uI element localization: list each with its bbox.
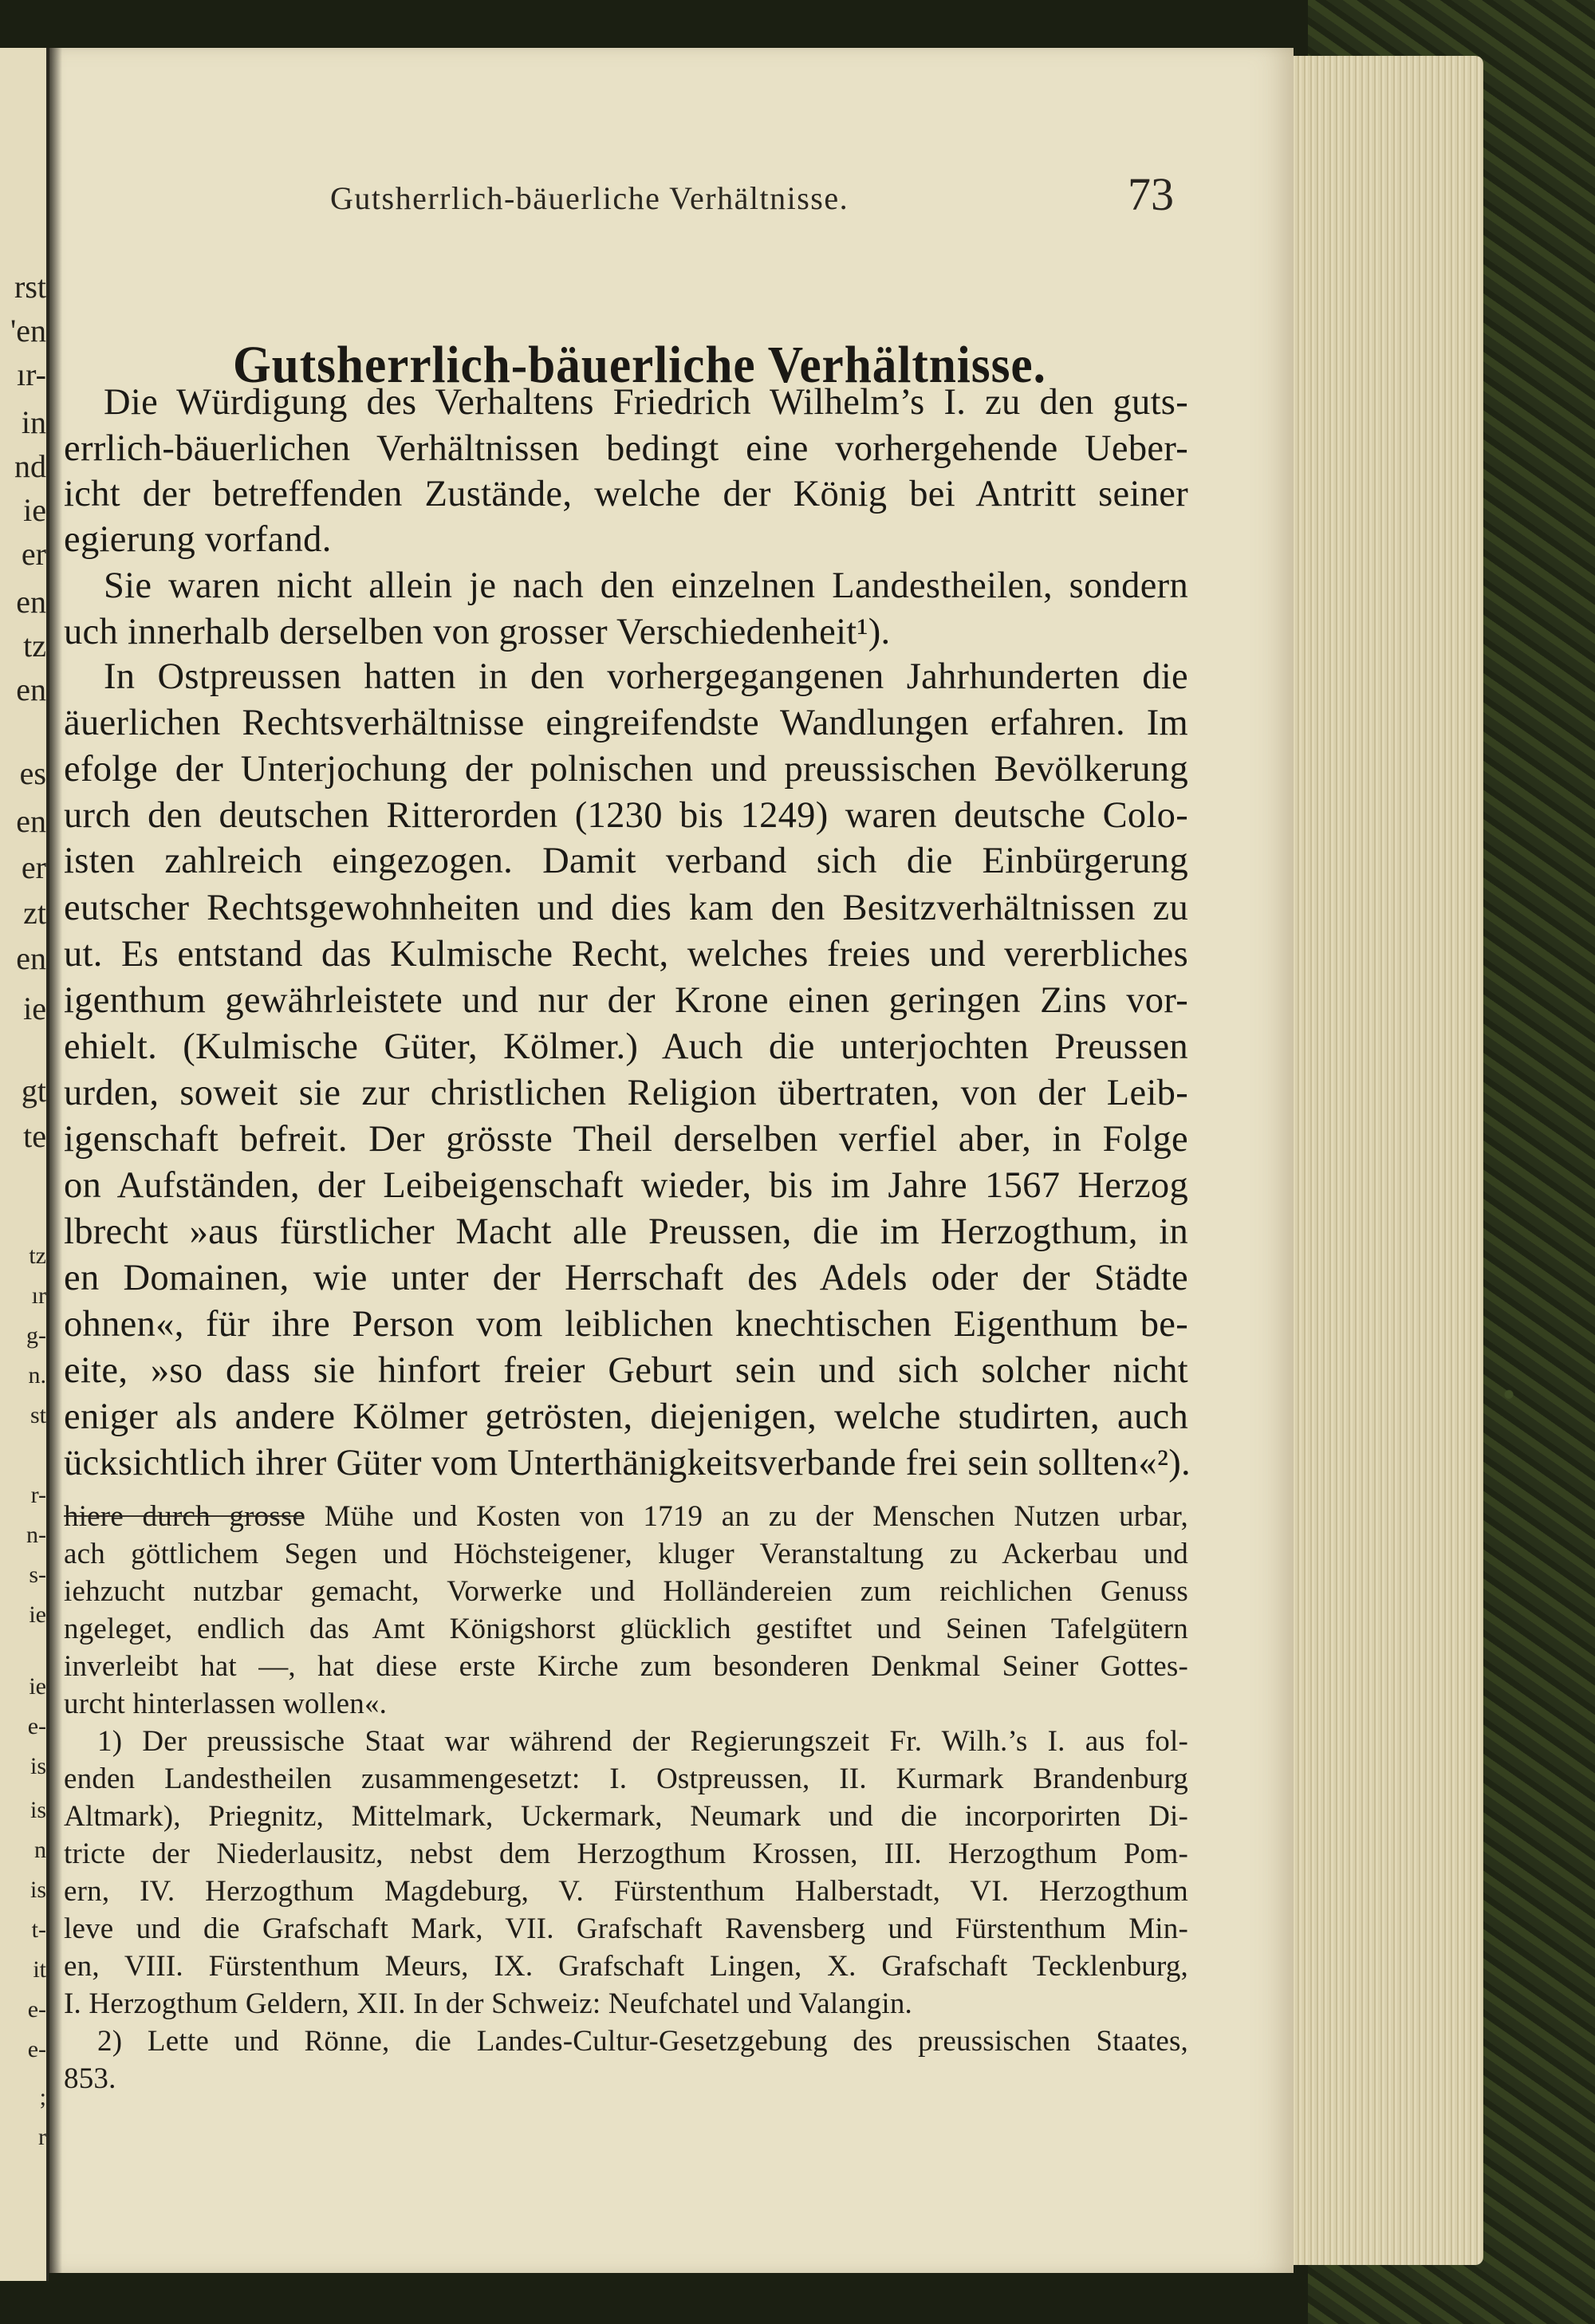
section-title: Gutsherrlich-bäuerliche Verhältnisse. xyxy=(233,336,1046,394)
left-page-fragment: n xyxy=(34,1837,46,1863)
left-page-fragment: st xyxy=(30,1402,46,1428)
footnote-line: 1) Der preussische Staat war während der Regierungszeit Fr. Wilh.’s I. aus fol- xyxy=(97,1725,1188,1758)
footnote-line: hiere durch grosse Mühe und Kosten von 1719 an zu der Menschen Nutzen urbar, xyxy=(64,1500,1188,1533)
left-page-fragment: r- xyxy=(30,1482,46,1508)
left-page-fragment: s- xyxy=(29,1562,46,1588)
body-line: In Ostpreussen hatten in den vorhergegangenen Jahrhunderten die xyxy=(104,656,1188,697)
left-page-fragment: en xyxy=(16,672,46,707)
left-page-fragment: te xyxy=(23,1118,46,1154)
body-line: urch den deutschen Ritterorden (1230 bis 1249) waren deutsche Colo- xyxy=(64,795,1188,836)
footnote-line: enden Landestheilen zusammengesetzt: I. Ostpreussen, II. Kurmark Brandenburg xyxy=(64,1763,1188,1795)
body-line: igenthum gewährleistete und nur der Krone einen geringen Zins vor- xyxy=(64,980,1188,1021)
footnote-line: 853. xyxy=(64,2062,116,2095)
body-line: egierung vorfand. xyxy=(64,519,332,560)
footnote-line: leve und die Grafschaft Mark, VII. Grafschaft Ravensberg und Fürstenthum Min- xyxy=(64,1912,1188,1945)
footnote-line: Altmark), Priegnitz, Mittelmark, Uckermark, Neumark und die incorporirten Di- xyxy=(64,1800,1188,1833)
left-page-fragment: n. xyxy=(28,1362,46,1388)
left-page-fragment: t- xyxy=(31,1916,46,1943)
left-page-fragment: r xyxy=(38,2124,46,2150)
body-line: Sie waren nicht allein je nach den einzelnen Landestheilen, sondern xyxy=(104,565,1188,606)
body-line: eite, »so dass sie hinfort freier Geburt sein und sich solcher nicht xyxy=(64,1350,1188,1391)
body-line: uch innerhalb derselben von grosser Verschiedenheit¹). xyxy=(64,612,891,652)
left-page-fragment: ; xyxy=(39,2084,46,2110)
body-line: efolge der Unterjochung der polnischen und preussischen Bevölkerung xyxy=(64,749,1188,790)
left-page-fragment: ie xyxy=(23,991,46,1026)
left-page-fragment: gt xyxy=(21,1073,46,1109)
body-line: isten zahlreich eingezogen. Damit verband sich die Einbürgerung xyxy=(64,841,1188,881)
body-line: en Domainen, wie unter der Herrschaft des Adels oder der Städte xyxy=(64,1258,1188,1298)
footnote-line: ern, IV. Herzogthum Magdeburg, V. Fürstenthum Halberstadt, VI. Herzogthum xyxy=(64,1875,1188,1908)
body-line: lbrecht »aus fürstlicher Macht alle Preussen, die im Herzogthum, in xyxy=(64,1211,1188,1252)
left-page-fragment: e- xyxy=(27,1713,46,1739)
left-page-fragment: tz xyxy=(29,1243,46,1269)
left-page-fragment: ır- xyxy=(17,356,46,392)
body-line: on Aufständen, der Leibeigenschaft wieder, bis im Jahre 1567 Herzog xyxy=(64,1165,1188,1206)
body-line: ücksichtlich ihrer Güter vom Unterthänigkeitsverbande frei sein sollten«²). xyxy=(64,1443,1191,1483)
left-page-fragment: es xyxy=(19,755,46,791)
footnote-line: 2) Lette und Rönne, die Landes-Cultur-Gesetzgebung des preussischen Staates, xyxy=(97,2025,1188,2058)
left-page-fragment: en xyxy=(16,940,46,976)
left-page-fragment: e- xyxy=(27,2036,46,2062)
running-head: Gutsherrlich-bäuerliche Verhältnisse. xyxy=(330,180,849,216)
left-page-fragment: zt xyxy=(23,895,46,931)
body-line: äuerlichen Rechtsverhältnisse eingreifendste Wandlungen erfahren. Im xyxy=(64,703,1188,743)
left-page-fragment: ie xyxy=(23,492,46,528)
left-page-fragment: ie xyxy=(29,1673,46,1700)
left-page-fragment: g- xyxy=(26,1322,46,1349)
left-page-fragment: e- xyxy=(27,1996,46,2023)
footnote-line: ach göttlichem Segen und Höchsteigener, kluger Veranstaltung zu Ackerbau und xyxy=(64,1538,1188,1570)
footnote-line: urcht hinterlassen wollen«. xyxy=(64,1688,388,1720)
left-page-fragment: it xyxy=(33,1956,46,1983)
left-page-fragment: is xyxy=(30,1877,46,1903)
left-page-fragment: tz xyxy=(23,628,46,664)
body-line: eniger als andere Kölmer getrösten, diejenigen, welche studirten, auch xyxy=(64,1396,1188,1437)
body-line: igenschaft befreit. Der grösste Theil derselben verfiel aber, in Folge xyxy=(64,1119,1188,1160)
left-page-fragment: en xyxy=(16,803,46,839)
left-page-fragment: 'en xyxy=(10,313,46,349)
left-page-fragment: ie xyxy=(29,1601,46,1628)
footnote-line: inverleibt hat —, hat diese erste Kirche zum besonderen Denkmal Seiner Gottes- xyxy=(64,1650,1188,1683)
footnote-line: I. Herzogthum Geldern, XII. In der Schweiz: Neufchatel und Valangin. xyxy=(64,1987,912,2020)
gutter-shadow xyxy=(46,48,62,2273)
book-page xyxy=(49,48,1294,2273)
previous-page-sliver xyxy=(0,48,49,2281)
footnote-line: en, VIII. Fürstenthum Meurs, IX. Grafschaft Lingen, X. Grafschaft Tecklenburg, xyxy=(64,1950,1188,1983)
body-line: urden, soweit sie zur christlichen Religion übertraten, von der Leib- xyxy=(64,1073,1188,1113)
body-line: icht der betreffenden Zustände, welche der König bei Antritt seiner xyxy=(64,474,1188,514)
left-page-fragment: nd xyxy=(14,448,46,484)
footnote-line: tricte der Niederlausitz, nebst dem Herzogthum Krossen, III. Herzogthum Pom- xyxy=(64,1838,1188,1870)
left-page-fragment: is xyxy=(30,1753,46,1779)
left-page-fragment: er xyxy=(21,536,46,572)
footnote-line: ngeleget, endlich das Amt Königshorst glücklich gestiftet und Seinen Tafelgütern xyxy=(64,1613,1188,1645)
left-page-fragment: er xyxy=(21,849,46,885)
left-page-fragment: en xyxy=(16,584,46,620)
body-line: ut. Es entstand das Kulmische Recht, welches freies und vererbliches xyxy=(64,934,1188,975)
body-line: Die Würdigung des Verhaltens Friedrich Wilhelm’s I. zu den guts- xyxy=(104,382,1188,423)
body-line: ehielt. (Kulmische Güter, Kölmer.) Auch die unterjochten Preussen xyxy=(64,1026,1188,1067)
left-page-fragment: n- xyxy=(26,1522,46,1548)
left-page-fragment: rst xyxy=(14,269,46,305)
left-page-fragment: in xyxy=(21,404,46,440)
body-line: errlich-bäuerlichen Verhältnissen bedingt eine vorhergehende Ueber- xyxy=(64,428,1188,469)
page-number: 73 xyxy=(1128,168,1174,220)
footnote-line: iehzucht nutzbar gemacht, Vorwerke und Holländereien zum reichlichen Genuss xyxy=(64,1575,1188,1608)
left-page-fragment: ır xyxy=(31,1282,46,1309)
left-page-fragment: is xyxy=(30,1797,46,1823)
body-line: ohnen«, für ihre Person vom leiblichen knechtischen Eigenthum be- xyxy=(64,1304,1188,1345)
body-line: eutscher Rechtsgewohnheiten und dies kam den Besitzverhältnissen zu xyxy=(64,888,1188,928)
